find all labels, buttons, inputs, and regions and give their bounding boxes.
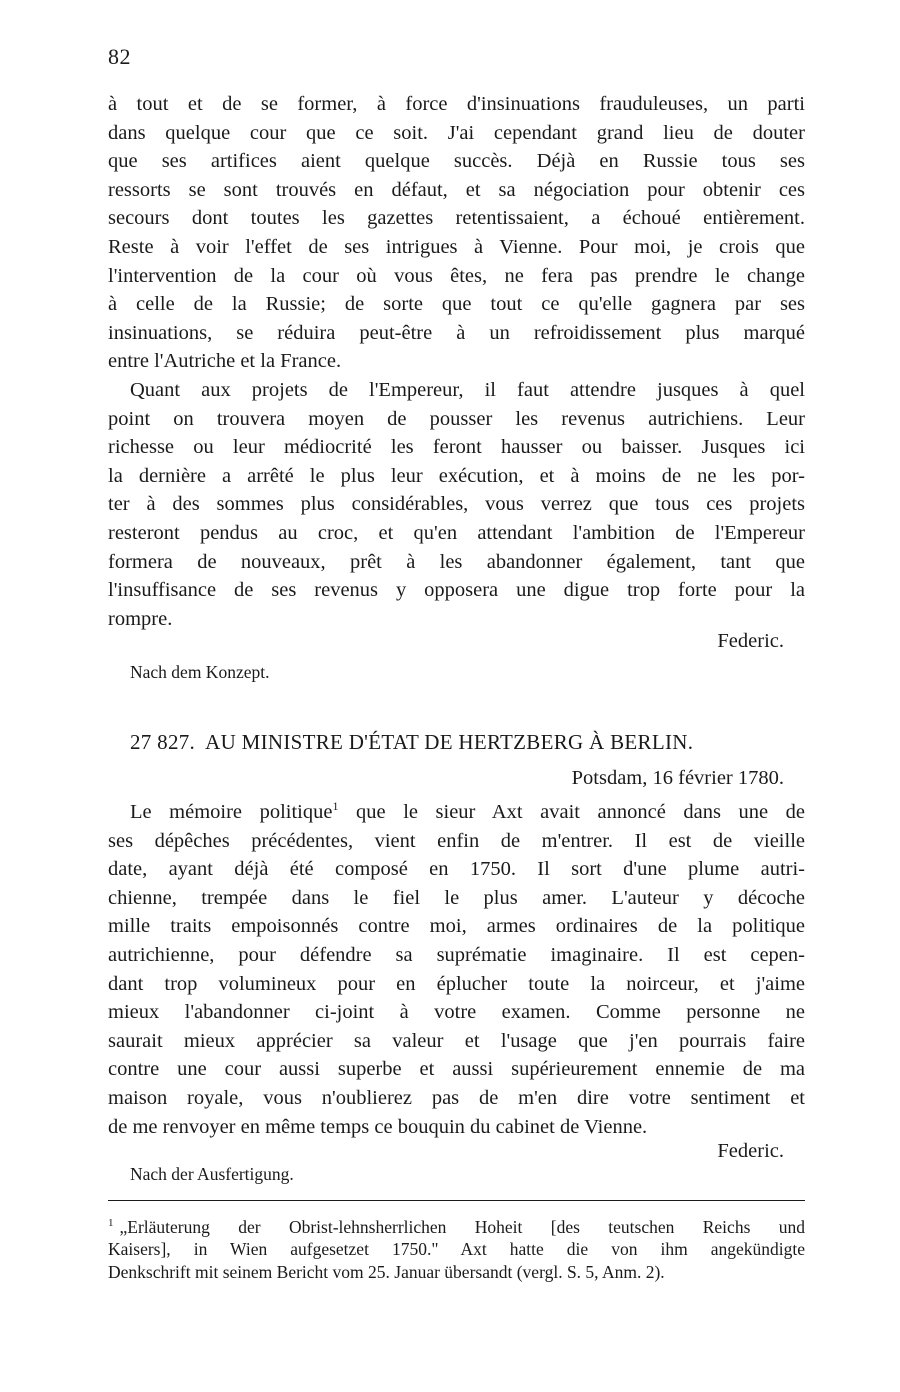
text-line: ter à des sommes plus considérables, vous verrez que tous ces projets [108, 493, 805, 516]
text-line: richesse ou leur médiocrité les feront hausser ou baisser. Jusques ici [108, 436, 805, 459]
text-line: secours dont toutes les gazettes retentissaient, a échoué entièrement. [108, 207, 805, 230]
letter-body [108, 798, 805, 1141]
text-line: entre l'Autriche et la France. [108, 350, 342, 373]
letter-title: AU MINISTRE D'ÉTAT DE HERTZBERG À BERLIN. [205, 730, 694, 754]
text-line: que ses artifices aient quelque succès. Déjà en Russie tous ses [108, 150, 805, 173]
footnote-line: Kaisers], in Wien aufgesetzet 1750." Axt hatte die von ihm angekündigte [108, 1239, 805, 1260]
letter-number: 27 827. [130, 730, 196, 754]
source-note: Nach der Ausfertigung. [130, 1164, 294, 1184]
text-fragment: Le mémoire politique [130, 801, 333, 823]
text-line: formera de nouveaux, prêt à les abandonner également, tant que [108, 550, 805, 573]
text-fragment: „Erläuterung der Obrist-lehnsherrlichen Hoheit [des teutschen Reichs und [119, 1216, 805, 1237]
letter-heading [130, 730, 693, 755]
text-line: contre une cour aussi superbe et aussi supérieurement ennemie de ma [108, 1058, 805, 1081]
text-line: Quant aux projets de l'Empereur, il faut attendre jusques à quel [130, 379, 805, 401]
signature: Federic. [717, 1140, 784, 1162]
text-line: point on trouvera moyen de pousser les revenus autrichiens. Leur [108, 407, 805, 430]
text-line: l'insuffisance de ses revenus y opposera une digue trop forte pour la [108, 579, 805, 602]
text-line: date, ayant déjà été composé en 1750. Il sort d'une plume autri- [108, 858, 805, 881]
text-line: maison royale, vous n'oublierez pas de m'en dire votre sentiment et [108, 1086, 805, 1109]
text-line: à tout et de se former, à force d'insinuations frauduleuses, un parti [108, 93, 805, 115]
footnote-line: Denkschrift mit seinem Bericht vom 25. Januar übersandt (vergl. S. 5, Anm. 2). [108, 1261, 665, 1282]
source-note: Nach dem Konzept. [130, 662, 270, 682]
footnote-reference: 1 [332, 799, 339, 814]
text-line: ses dépêches précédentes, vient enfin de m'entrer. Il est de vieille [108, 829, 805, 852]
text-line: la dernière a arrêté le plus leur exécution, et à moins de ne les por- [108, 464, 805, 487]
signature: Federic. [717, 630, 784, 652]
text-line: saurait mieux apprécier sa valeur et l'usage que j'en pourrais faire [108, 1029, 805, 1052]
text-line: mille traits empoisonnés contre moi, armes ordinaires de la politique [108, 915, 805, 938]
text-fragment: que le sieur Axt avait annoncé dans une de [338, 801, 805, 823]
paragraph-1 [108, 90, 805, 376]
text-line [108, 798, 805, 827]
paragraph-2 [108, 376, 805, 633]
text-line: l'intervention de la cour où vous êtes, ne fera pas prendre le change [108, 264, 805, 287]
text-line: insinuations, se réduira peut-être à un refroidissement plus marqué [108, 321, 805, 344]
text-line: dans quelque cour que ce soit. J'ai cependant grand lieu de douter [108, 121, 805, 144]
dateline: Potsdam, 16 février 1780. [571, 767, 784, 789]
footnote [108, 1212, 805, 1283]
text-line: autrichienne, pour défendre sa suprématie imaginaire. Il est cepen- [108, 943, 805, 966]
text-line: resteront pendus au croc, et qu'en attendant l'ambition de l'Empereur [108, 521, 805, 544]
page-number: 82 [108, 44, 131, 69]
footnote-line [108, 1212, 805, 1238]
text-line: rompre. [108, 607, 173, 630]
footnote-divider [108, 1200, 805, 1201]
text-line: mieux l'abandonner ci-joint à votre examen. Comme personne ne [108, 1001, 805, 1024]
text-line: ressorts se sont trouvés en défaut, et sa négociation pour obtenir ces [108, 178, 805, 201]
text-line: Reste à voir l'effet de ses intrigues à Vienne. Pour moi, je crois que [108, 235, 805, 258]
text-line: chienne, trempée dans le fiel le plus amer. L'auteur y décoche [108, 886, 805, 909]
footnote-mark: 1 [108, 1217, 114, 1229]
text-line: à celle de la Russie; de sorte que tout ce qu'elle gagnera par ses [108, 293, 805, 316]
text-line: de me renvoyer en même temps ce bouquin du cabinet de Vienne. [108, 1115, 648, 1138]
text-line: dant trop volumineux pour en éplucher toute la noirceur, et j'aime [108, 972, 805, 995]
